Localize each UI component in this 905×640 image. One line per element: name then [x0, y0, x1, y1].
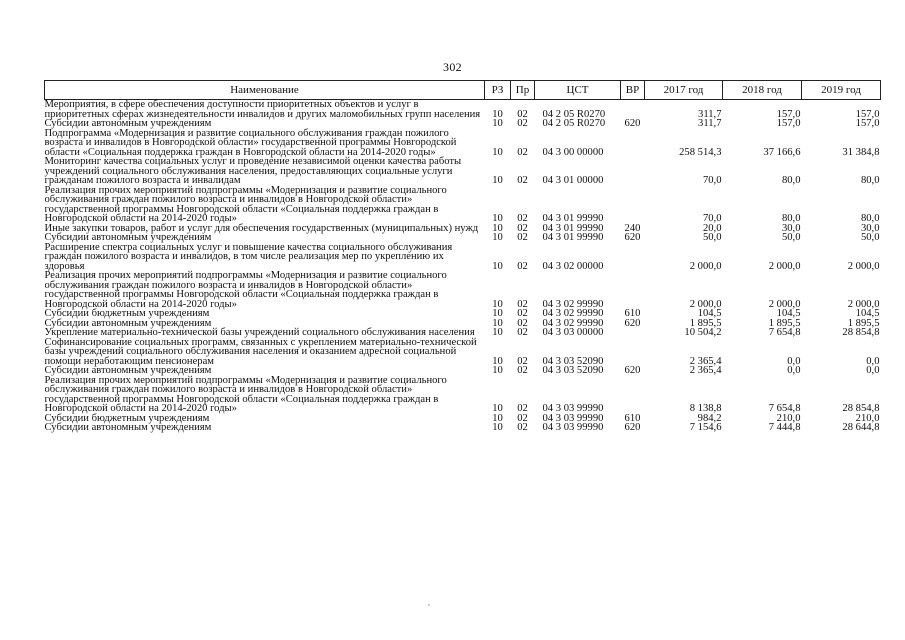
table-row [45, 243, 881, 272]
cell-2018: 7 654,8 [768, 403, 801, 414]
cell-pr: 02 [517, 298, 528, 310]
col-header-2018: 2018 год [723, 81, 802, 100]
cell-2019: 157,0 [855, 108, 880, 120]
cell-pr: 02 [517, 317, 528, 329]
cell-pr: 02 [517, 222, 528, 234]
cell-rz: 10 [492, 403, 503, 414]
cell-2019: 28 644,8 [842, 422, 880, 433]
cell-pr: 02 [517, 365, 528, 376]
col-header-pr: Пр [511, 81, 535, 100]
cell-2018: 7 444,8 [768, 422, 801, 433]
cell-name: Реализация прочих мероприятий подпрограммы «Модернизация и развитие социального обслуживания граждан пожилого возраста и инвалидов в Новгородской области» государственной программы Новгородской области «Социальная поддержка граждан в Новгородской области на 2014-2020 годы» [44, 270, 447, 310]
cell-2019: 1 895,5 [847, 317, 880, 329]
cell-rz: 10 [492, 308, 503, 319]
cell-vr [621, 157, 645, 186]
cell-pr: 02 [517, 232, 528, 243]
cell-vr: 610 [624, 308, 641, 319]
cell-pr: 02 [517, 175, 528, 186]
cell-rz: 10 [492, 146, 503, 158]
cell-vr [621, 129, 645, 158]
cell-vr: 620 [624, 317, 641, 329]
cell-rz: 10 [492, 412, 503, 424]
cell-name: Субсидии бюджетным учреждениям [44, 412, 210, 424]
cell-cst: 04 3 02 99990 [542, 298, 604, 310]
table-body [45, 100, 881, 433]
cell-2019: 30,0 [860, 222, 880, 234]
cell-rz: 10 [492, 222, 503, 234]
table-row [45, 129, 881, 158]
table-row [45, 100, 881, 120]
cell-2019: 0,0 [866, 355, 880, 367]
cell-2019: 2 000,0 [847, 298, 880, 310]
cell-name: Реализация прочих мероприятий подпрограммы «Модернизация и развитие социального обслуживания граждан пожилого возраста и инвалидов в Новгородской области» государственной программы Новгородской области «Социальная поддержка граждан в Новгородской области на 2014-2020 годы» [44, 184, 447, 224]
cell-cst: 04 2 05 R0270 [542, 108, 606, 120]
cell-rz: 10 [492, 108, 503, 120]
cell-name: Софинансирование социальных программ, связанных с укреплением материально-технической базы учреждений социального обслуживания населения и оказанием адресной социальной помощи неработающим пенсионерам [44, 336, 477, 367]
cell-cst: 04 3 02 00000 [542, 260, 604, 272]
cell-pr: 02 [517, 412, 528, 424]
cell-vr [621, 243, 645, 272]
cell-2019: 157,0 [855, 118, 880, 129]
cell-2017: 70,0 [702, 213, 722, 224]
cell-rz: 10 [492, 118, 503, 129]
cell-rz: 10 [492, 232, 503, 243]
cell-2018: 157,0 [776, 118, 801, 129]
cell-2017: 311,7 [698, 118, 722, 129]
cell-2019: 28 854,8 [842, 327, 880, 338]
cell-2019: 0,0 [866, 365, 880, 376]
cell-pr: 02 [517, 422, 528, 433]
cell-cst: 04 3 02 99990 [542, 308, 604, 319]
cell-pr: 02 [517, 327, 528, 338]
cell-name: Реализация прочих мероприятий подпрограммы «Модернизация и развитие социального обслуживания граждан пожилого возраста и инвалидов в Новгородской области» государственной программы Новгородской области «Социальная поддержка граждан в Новгородской области на 2014-2020 годы» [44, 374, 447, 414]
cell-name: Укрепление материально-технической базы учреждений социального обслуживания населения [44, 327, 475, 338]
cell-name: Субсидии автономным учреждениям [44, 422, 212, 433]
cell-cst: 04 3 02 99990 [542, 317, 604, 329]
col-header-vr: ВР [621, 81, 645, 100]
cell-2019: 80,0 [860, 213, 880, 224]
cell-rz: 10 [492, 260, 503, 272]
cell-2018: 7 654,8 [768, 327, 801, 338]
cell-vr [621, 271, 645, 309]
cell-2017: 2 000,0 [689, 260, 722, 272]
cell-2017: 2 000,0 [689, 298, 722, 310]
cell-cst: 04 3 03 00000 [542, 327, 604, 338]
cell-vr: 620 [624, 232, 641, 243]
cell-2018: 1 895,5 [768, 317, 801, 329]
cell-pr: 02 [517, 108, 528, 120]
cell-vr [621, 100, 645, 120]
cell-2017: 8 138,8 [689, 403, 722, 414]
cell-rz: 10 [492, 422, 503, 433]
cell-vr [621, 328, 645, 338]
cell-cst: 04 3 00 00000 [542, 146, 604, 158]
cell-rz: 10 [492, 298, 503, 310]
cell-rz: 10 [492, 213, 503, 224]
cell-cst: 04 3 03 99990 [542, 403, 604, 414]
cell-2019: 210,0 [855, 412, 880, 424]
cell-cst: 04 2 05 R0270 [542, 118, 606, 129]
cell-cst: 04 3 03 99990 [542, 412, 604, 424]
cell-cst: 04 3 01 00000 [542, 175, 604, 186]
cell-name: Расширение спектра социальных услуг и повышение качества социального обслуживания граждан пожилого возраста и инвалидов, в том числе реализация мер по укреплению их здоровья [44, 241, 453, 272]
cell-2017: 311,7 [698, 108, 722, 120]
cell-vr: 610 [624, 412, 641, 424]
cell-cst: 04 3 01 99990 [542, 232, 604, 243]
cell-2017: 2 365,4 [689, 355, 722, 367]
cell-2019: 28 854,8 [842, 403, 880, 414]
cell-vr [621, 338, 645, 367]
cell-name: Субсидии автономным учреждениям [44, 118, 212, 129]
cell-2019: 2 000,0 [847, 260, 880, 272]
col-header-name: Наименование [45, 81, 485, 100]
col-header-2019: 2019 год [802, 81, 881, 100]
cell-rz: 10 [492, 355, 503, 367]
cell-2018: 0,0 [787, 355, 801, 367]
cell-name: Иные закупки товаров, работ и услуг для обеспечения государственных (муниципальных) нужд [44, 222, 479, 234]
cell-cst: 04 3 01 99990 [542, 222, 604, 234]
cell-2018: 157,0 [776, 108, 801, 120]
cell-2017: 258 514,3 [679, 146, 722, 158]
cell-rz: 10 [492, 317, 503, 329]
cell-pr: 02 [517, 260, 528, 272]
cell-name: Субсидии автономным учреждениям [44, 365, 212, 376]
budget-table [44, 80, 881, 433]
cell-name: Субсидии бюджетным учреждениям [44, 308, 210, 319]
cell-2018: 30,0 [781, 222, 801, 234]
cell-cst: 04 3 03 99990 [542, 422, 604, 433]
cell-2017: 2 365,4 [689, 365, 722, 376]
cell-name: Мониторинг качества социальных услуг и проведение независимой оценки качества работы учреждений социального обслуживания населения, предоставляющих социальные услуги гражданам пожилого возраста и инвалидам [44, 156, 462, 186]
cell-2019: 50,0 [860, 232, 880, 243]
cell-2018: 37 166,6 [763, 146, 801, 158]
cell-2017: 984,2 [697, 412, 722, 424]
cell-rz: 10 [492, 175, 503, 186]
cell-pr: 02 [517, 403, 528, 414]
cell-2017: 10 504,2 [684, 327, 722, 338]
cell-2018: 80,0 [781, 175, 801, 186]
cell-cst: 04 3 03 52090 [542, 355, 604, 367]
cell-vr: 240 [624, 222, 641, 234]
cell-vr: 620 [624, 118, 641, 129]
table-row [45, 271, 881, 309]
table-row [45, 157, 881, 186]
cell-rz: 10 [492, 327, 503, 338]
cell-pr: 02 [517, 308, 528, 319]
cell-2019: 104,5 [855, 308, 880, 319]
cell-2018: 50,0 [781, 232, 801, 243]
cell-2018: 0,0 [787, 365, 801, 376]
cell-vr: 620 [624, 365, 641, 376]
cell-2017: 7 154,6 [689, 422, 722, 433]
cell-name: Субсидии автономным учреждениям [44, 317, 212, 329]
table-row [45, 338, 881, 367]
cell-vr [621, 376, 645, 414]
cell-name: Мероприятия, в сфере обеспечения доступности приоритетных объектов и услуг в приоритетных сферах жизнедеятельности инвалидов и других маломобильных групп населения [44, 99, 481, 120]
cell-2018: 104,5 [776, 308, 801, 319]
cell-2017: 20,0 [702, 222, 722, 234]
cell-2018: 2 000,0 [768, 260, 801, 272]
cell-2018: 80,0 [781, 213, 801, 224]
cell-pr: 02 [517, 118, 528, 129]
cell-vr [621, 186, 645, 224]
col-header-cst: ЦСТ [535, 81, 621, 100]
cell-pr: 02 [517, 146, 528, 158]
cell-2017: 104,5 [697, 308, 722, 319]
table-header-row [45, 81, 881, 100]
cell-2017: 70,0 [702, 175, 722, 186]
cell-2018: 2 000,0 [768, 298, 801, 310]
cell-2019: 80,0 [860, 175, 880, 186]
cell-cst: 04 3 01 99990 [542, 213, 604, 224]
col-header-2017: 2017 год [645, 81, 723, 100]
cell-2019: 31 384,8 [842, 146, 880, 158]
col-header-rz: РЗ [485, 81, 511, 100]
scan-speck [428, 604, 430, 606]
cell-2017: 1 895,5 [689, 317, 722, 329]
table-row [45, 423, 881, 433]
cell-name: Подпрограмма «Модернизация и развитие социального обслуживания граждан пожилого возраста и инвалидов в Новгородской области» государственной программы Новгородской области «Социальная поддержка граждан в Новгородской области на 2014-2020 годы» [44, 127, 457, 158]
cell-rz: 10 [492, 365, 503, 376]
cell-2018: 210,0 [776, 412, 801, 424]
cell-pr: 02 [517, 355, 528, 367]
cell-pr: 02 [517, 213, 528, 224]
cell-2017: 50,0 [702, 232, 722, 243]
table-row [45, 376, 881, 414]
page-number: 302 [443, 60, 462, 74]
cell-vr: 620 [624, 422, 641, 433]
table-row [45, 186, 881, 224]
cell-cst: 04 3 03 52090 [542, 365, 604, 376]
cell-name: Субсидии автономным учреждениям [44, 232, 212, 243]
